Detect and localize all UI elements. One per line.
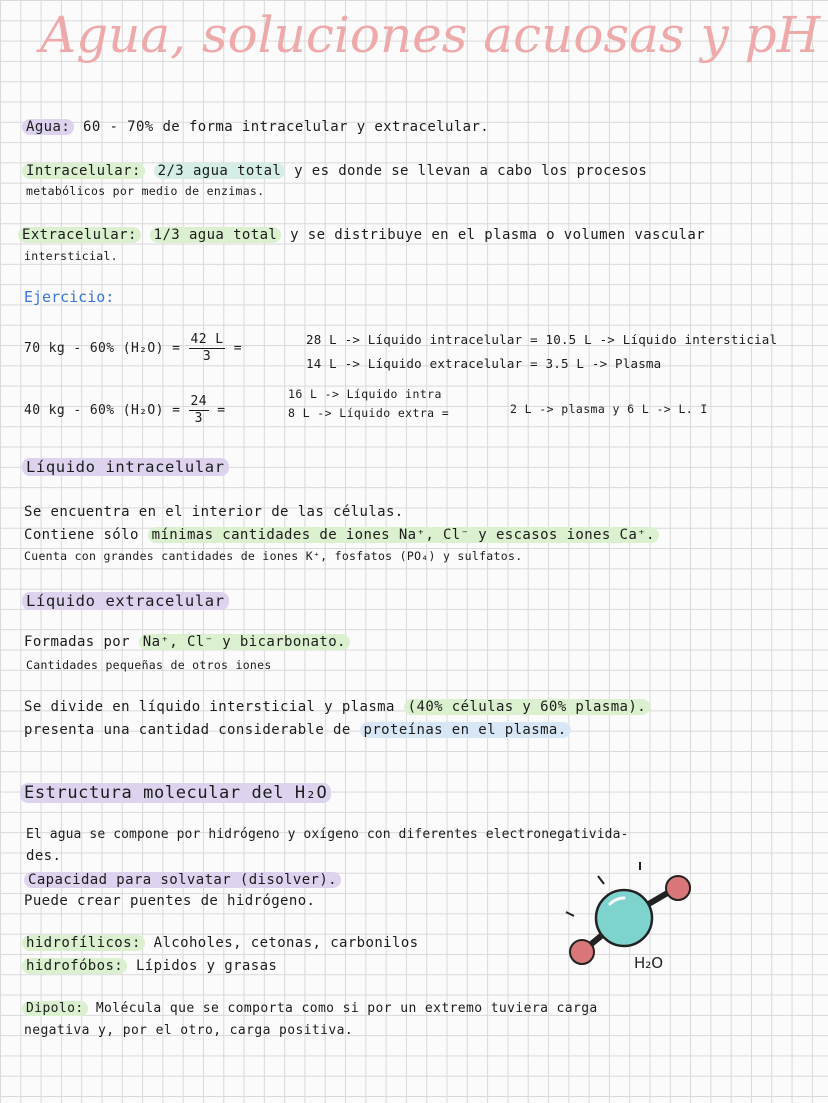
hidrofilicos-label: hidrofílicos:: [22, 935, 145, 951]
liq-extra-l3h: (40% células y 60% plasma).: [404, 699, 650, 715]
ejercicio-eq2: [24, 394, 225, 427]
motion-mark-3: [566, 912, 574, 916]
dipolo-line: [22, 1000, 598, 1018]
eq1-den: 3: [202, 349, 212, 364]
eq1-num: 42 L: [190, 332, 224, 347]
ejercicio-eq1: [24, 332, 242, 365]
dipolo-text: Molécula que se comporta como si por un extremo tuviera carga: [95, 1001, 598, 1016]
estructura-l1: El agua se compone por hidrógeno y oxígeno con diferentes electronegativida-: [26, 827, 629, 842]
page-title: Agua, soluciones acuosas y pH: [40, 6, 821, 64]
eq2-eq: =: [217, 403, 226, 418]
eq1-eq: =: [233, 341, 242, 356]
estructura-l3: Puede crear puentes de hidrógeno.: [24, 893, 316, 909]
liq-intra-l3: Cuenta con grandes cantidades de iones K⁺, fosfatos (PO₄) y sulfatos.: [24, 549, 523, 563]
liq-intra-heading: [22, 458, 229, 476]
hidrofobos-line: [22, 957, 277, 975]
liq-extra-heading: [22, 592, 229, 610]
eq1-fraction: [189, 332, 226, 365]
hidrofobos-label: hidrofóbos:: [22, 958, 127, 974]
extracelular-text: y se distribuye en el plasma o volumen vascular: [290, 227, 706, 243]
liq-extra-l4a: presenta una cantidad considerable de: [24, 722, 351, 738]
extracelular-label: Extracelular:: [18, 227, 141, 243]
molecule-label: H₂O: [634, 954, 664, 972]
dipolo-label: Dipolo:: [22, 1001, 88, 1016]
liq-extra-l1a: Formadas por: [24, 634, 130, 650]
water-molecule-drawing: [562, 858, 692, 978]
liq-intra-l1: Se encuentra en el interior de las células.: [24, 504, 404, 520]
ejercicio-label: Ejercicio:: [24, 288, 115, 306]
intracelular-line: [22, 162, 647, 180]
liq-extra-l4: [24, 721, 571, 739]
extracelular-text2: intersticial.: [24, 249, 118, 263]
intracelular-text: y es donde se llevan a cabo los procesos: [294, 163, 648, 179]
eq1-r2: 14 L -> Líquido extracelular = 3.5 L -> Plasma: [306, 356, 662, 371]
liq-extra-heading-text: Líquido extracelular: [22, 592, 229, 610]
liq-intra-heading-text: Líquido intracelular: [22, 458, 229, 476]
eq1-r1: 28 L -> Líquido intracelular = 10.5 L -> Líquido intersticial: [306, 332, 778, 347]
eq2-r2: 8 L -> Líquido extra =: [288, 406, 450, 420]
intracelular-label: Intracelular:: [22, 163, 145, 179]
hydrogen-atom-bottom: [570, 940, 594, 964]
hidrofobos-text: Lípidos y grasas: [135, 958, 278, 974]
hidrofilicos-line: [22, 934, 419, 952]
eq2-left: 40 kg - 60% (H₂O) =: [24, 403, 181, 418]
liq-intra-l2h: mínimas cantidades de iones Na⁺, Cl⁻ y escasos iones Ca⁺.: [148, 527, 659, 543]
liq-extra-l1h: Na⁺, Cl⁻ y bicarbonato.: [139, 634, 350, 650]
liq-extra-l3: [24, 698, 650, 716]
extracelular-line: [18, 226, 705, 244]
eq2-num: 24: [190, 394, 208, 409]
eq1-left: 70 kg - 60% (H₂O) =: [24, 341, 181, 356]
liq-extra-l2: Cantidades pequeñas de otros iones: [26, 658, 272, 672]
liq-extra-l3a: Se divide en líquido intersticial y plasma: [24, 699, 395, 715]
eq2-r1: 16 L -> Líquido intra: [288, 387, 442, 401]
agua-text: 60 - 70% de forma intracelular y extracelular.: [83, 119, 490, 135]
agua-line: [22, 118, 489, 136]
eq2-r3: 2 L -> plasma y 6 L -> L. I: [510, 402, 708, 416]
agua-label: Agua:: [22, 119, 74, 135]
extracelular-highlight: 1/3 agua total: [150, 227, 282, 243]
hidrofilicos-text: Alcoholes, cetonas, carbonilos: [153, 935, 419, 951]
dipolo-text2: negativa y, por el otro, carga positiva.: [24, 1023, 354, 1038]
estructura-l2-text: Capacidad para solvatar (disolver).: [24, 872, 341, 888]
estructura-l1b: des.: [26, 848, 62, 864]
liq-intra-l2a: Contiene sólo: [24, 527, 139, 543]
hydrogen-atom-top: [666, 876, 690, 900]
eq2-fraction: [189, 394, 209, 427]
liq-intra-l2: [24, 526, 659, 544]
liq-extra-l4h: proteínas en el plasma.: [360, 722, 571, 738]
estructura-heading: [20, 783, 331, 803]
estructura-l2: [24, 871, 341, 889]
intracelular-text2: metabólicos por medio de enzimas.: [26, 184, 265, 198]
eq2-den: 3: [194, 411, 203, 426]
estructura-heading-text: Estructura molecular del H₂O: [20, 783, 331, 803]
motion-mark-2: [598, 876, 604, 884]
intracelular-highlight: 2/3 agua total: [154, 163, 286, 179]
liq-extra-l1: [24, 633, 350, 651]
